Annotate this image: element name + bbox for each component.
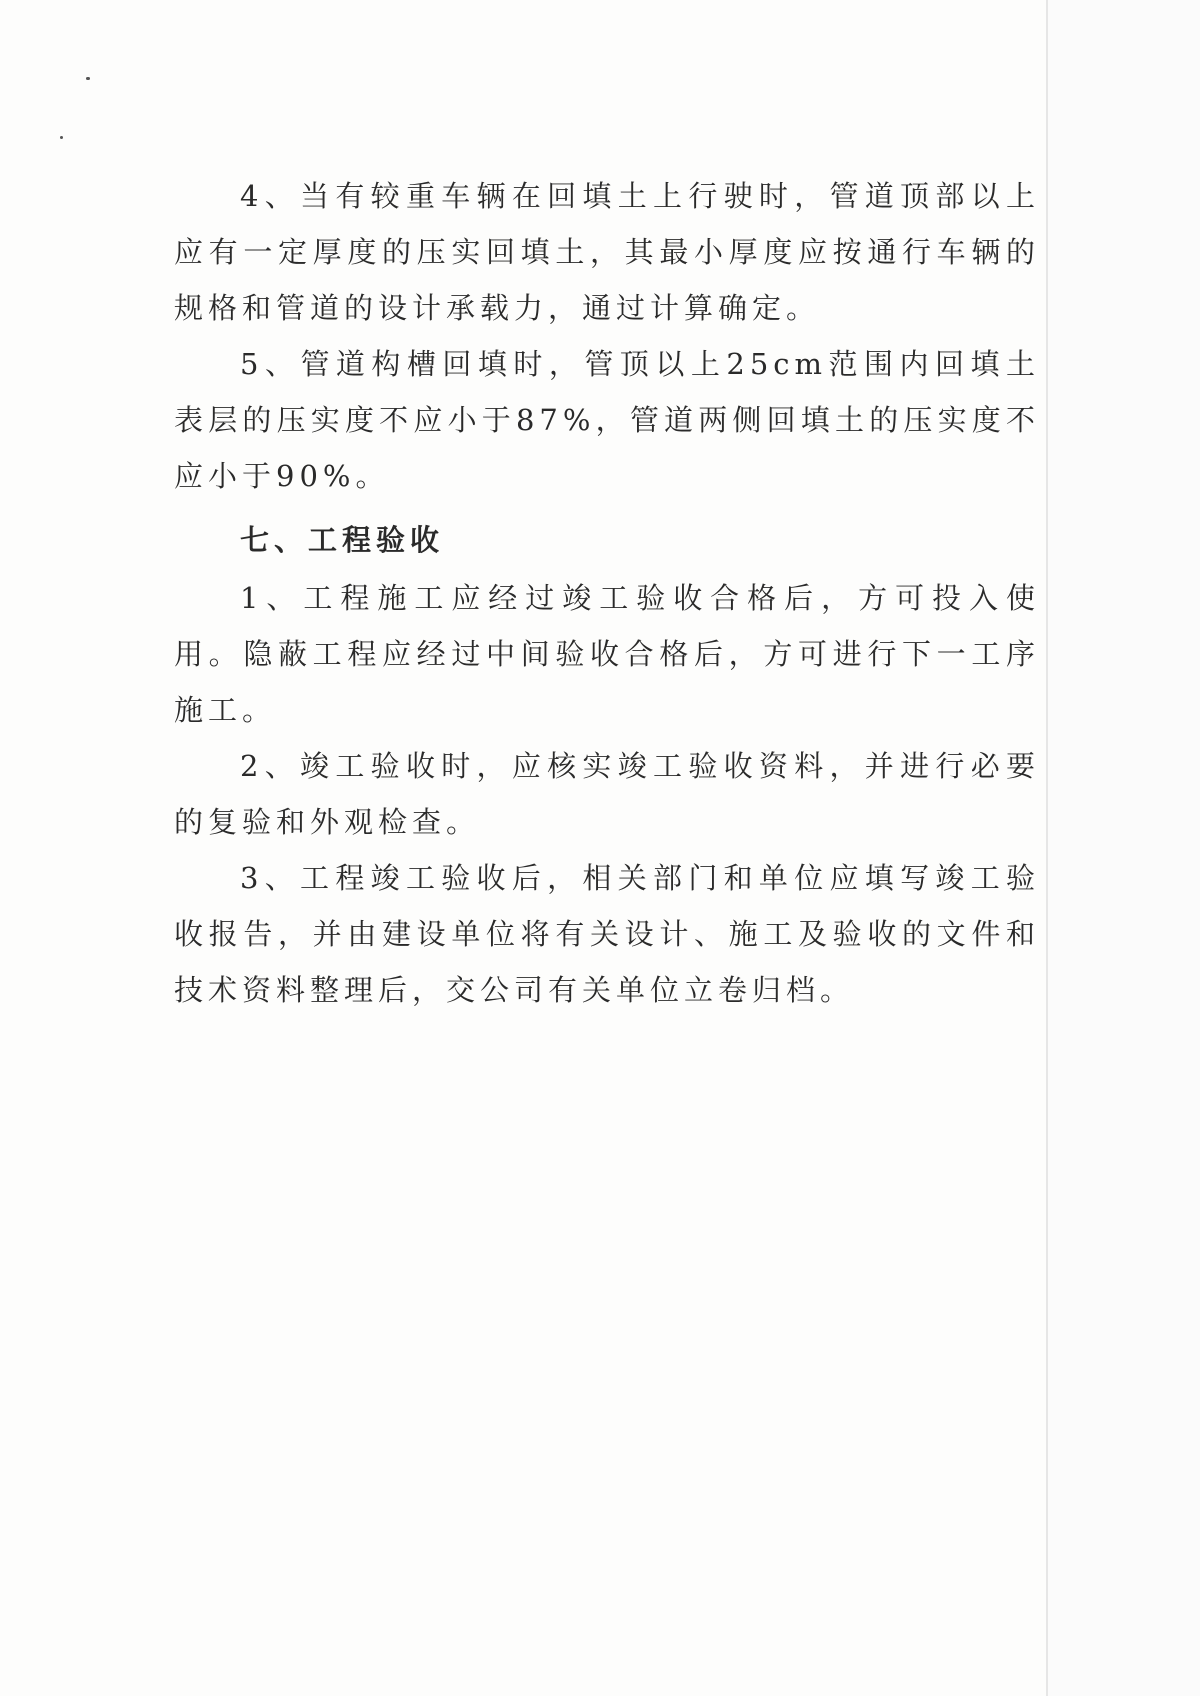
paragraph-item-5: 5、管道构槽回填时，管顶以上25cm范围内回填土表层的压实度不应小于87%，管道两侧回填土的压实度不应小于90%。: [174, 347, 1040, 493]
paragraph-item-4: 4、当有较重车辆在回填土上行驶时，管道顶部以上应有一定厚度的压实回填土，其最小厚度应按通行车辆的规格和管道的设计承载力，通过计算确定。: [174, 179, 1040, 325]
page-margin-strip: [1048, 0, 1200, 1696]
section-heading: 七、工程验收: [240, 523, 445, 557]
scan-speck: [86, 77, 90, 80]
paragraph-acceptance-3: 3、工程竣工验收后，相关部门和单位应填写竣工验收报告，并由建设单位将有关设计、施工及验收的文件和技术资料整理后，交公司有关单位立卷归档。: [174, 861, 1040, 1007]
scan-speck: [60, 136, 63, 139]
paragraph-acceptance-2: 2、竣工验收时，应核实竣工验收资料，并进行必要的复验和外观检查。: [174, 749, 1040, 839]
paragraph-acceptance-1: 1、工程施工应经过竣工验收合格后，方可投入使用。隐蔽工程应经过中间验收合格后，方可进行下一工序施工。: [174, 581, 1040, 727]
document-body: [174, 168, 1040, 1018]
